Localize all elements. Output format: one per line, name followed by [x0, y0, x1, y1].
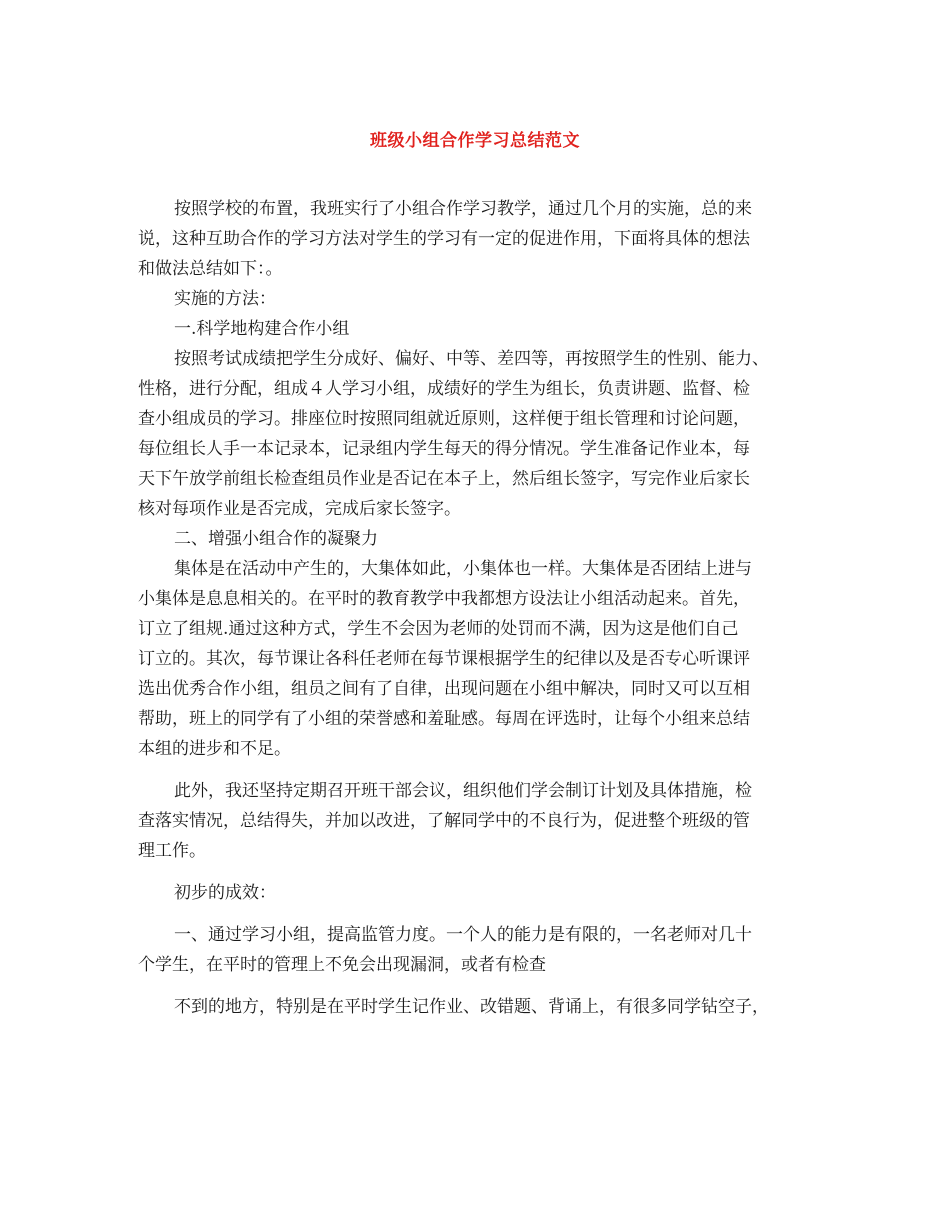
paragraph-gap	[138, 764, 818, 776]
document-body	[138, 194, 818, 1022]
text-line: 和做法总结如下：。	[138, 259, 283, 279]
text-line: 帮助，班上的同学有了小组的荣誉感和羞耻感。每周在评选时，让每个小组来总结	[138, 709, 750, 729]
text-line: 性格，进行分配，组成４人学习小组，成绩好的学生为组长，负责讲题、监督、检	[138, 379, 750, 399]
text-line: 按照考试成绩把学生分成好、偏好、中等、差四等，再按照学生的性别、能力、	[174, 349, 769, 369]
text-line: 一、通过学习小组，提高监管力度。一个人的能力是有限的，一名老师对几十	[174, 925, 752, 945]
text-line: 查小组成员的学习。排座位时按照同组就近原则，这样便于组长管理和讨论问题，	[138, 409, 750, 429]
text-line: 理工作。	[138, 841, 206, 861]
text-line: 订立的。其次，每节课让各科任老师在每节课根据学生的纪律以及是否专心听课评	[138, 649, 750, 669]
text-line: 按照学校的布置，我班实行了小组合作学习教学，通过几个月的实施，总的来	[174, 199, 752, 219]
text-line: 小集体是息息相关的。在平时的教育教学中我都想方设法让小组活动起来。首先，	[138, 589, 750, 609]
text-line: 说，这种互助合作的学习方法对学生的学习有一定的促进作用，下面将具体的想法	[138, 229, 750, 249]
text-line: 核对每项作业是否完成，完成后家长签字。	[138, 499, 461, 519]
paragraph-gap	[138, 866, 818, 878]
section-heading: 二、增强小组合作的凝聚力	[174, 529, 378, 549]
text-line: 本组的进步和不足。	[138, 739, 291, 759]
text-line: 此外，我还坚持定期召开班干部会议，组织他们学会制订计划及具体措施，检	[174, 781, 752, 801]
text-line: 个学生，在平时的管理上不免会出现漏洞，或者有检查	[138, 955, 546, 975]
paragraph-gap	[138, 908, 818, 920]
text-line: 天下午放学前组长检查组员作业是否记在本子上，然后组长签字，写完作业后家长	[138, 469, 750, 489]
text-line: 查落实情况，总结得失，并加以改进，了解同学中的不良行为，促进整个班级的管	[138, 811, 750, 831]
paragraph-gap	[138, 980, 818, 992]
section-heading: 实施的方法：	[174, 289, 276, 309]
section-heading: 一.科学地构建合作小组	[174, 319, 350, 339]
text-line: 订立了组规.通过这种方式，学生不会因为老师的处罚而不满，因为这是他们自己	[138, 619, 739, 639]
document-title: 班级小组合作学习总结范文	[370, 131, 580, 151]
section-heading: 初步的成效：	[174, 883, 276, 903]
text-line: 不到的地方，特别是在平时学生记作业、改错题、背诵上，有很多同学钻空子，	[174, 997, 769, 1017]
text-line: 集体是在活动中产生的，大集体如此，小集体也一样。大集体是否团结上进与	[174, 559, 752, 579]
text-line: 每位组长人手一本记录本，记录组内学生每天的得分情况。学生准备记作业本，每	[138, 439, 750, 459]
text-line: 选出优秀合作小组，组员之间有了自律，出现问题在小组中解决，同时又可以互相	[138, 679, 750, 699]
